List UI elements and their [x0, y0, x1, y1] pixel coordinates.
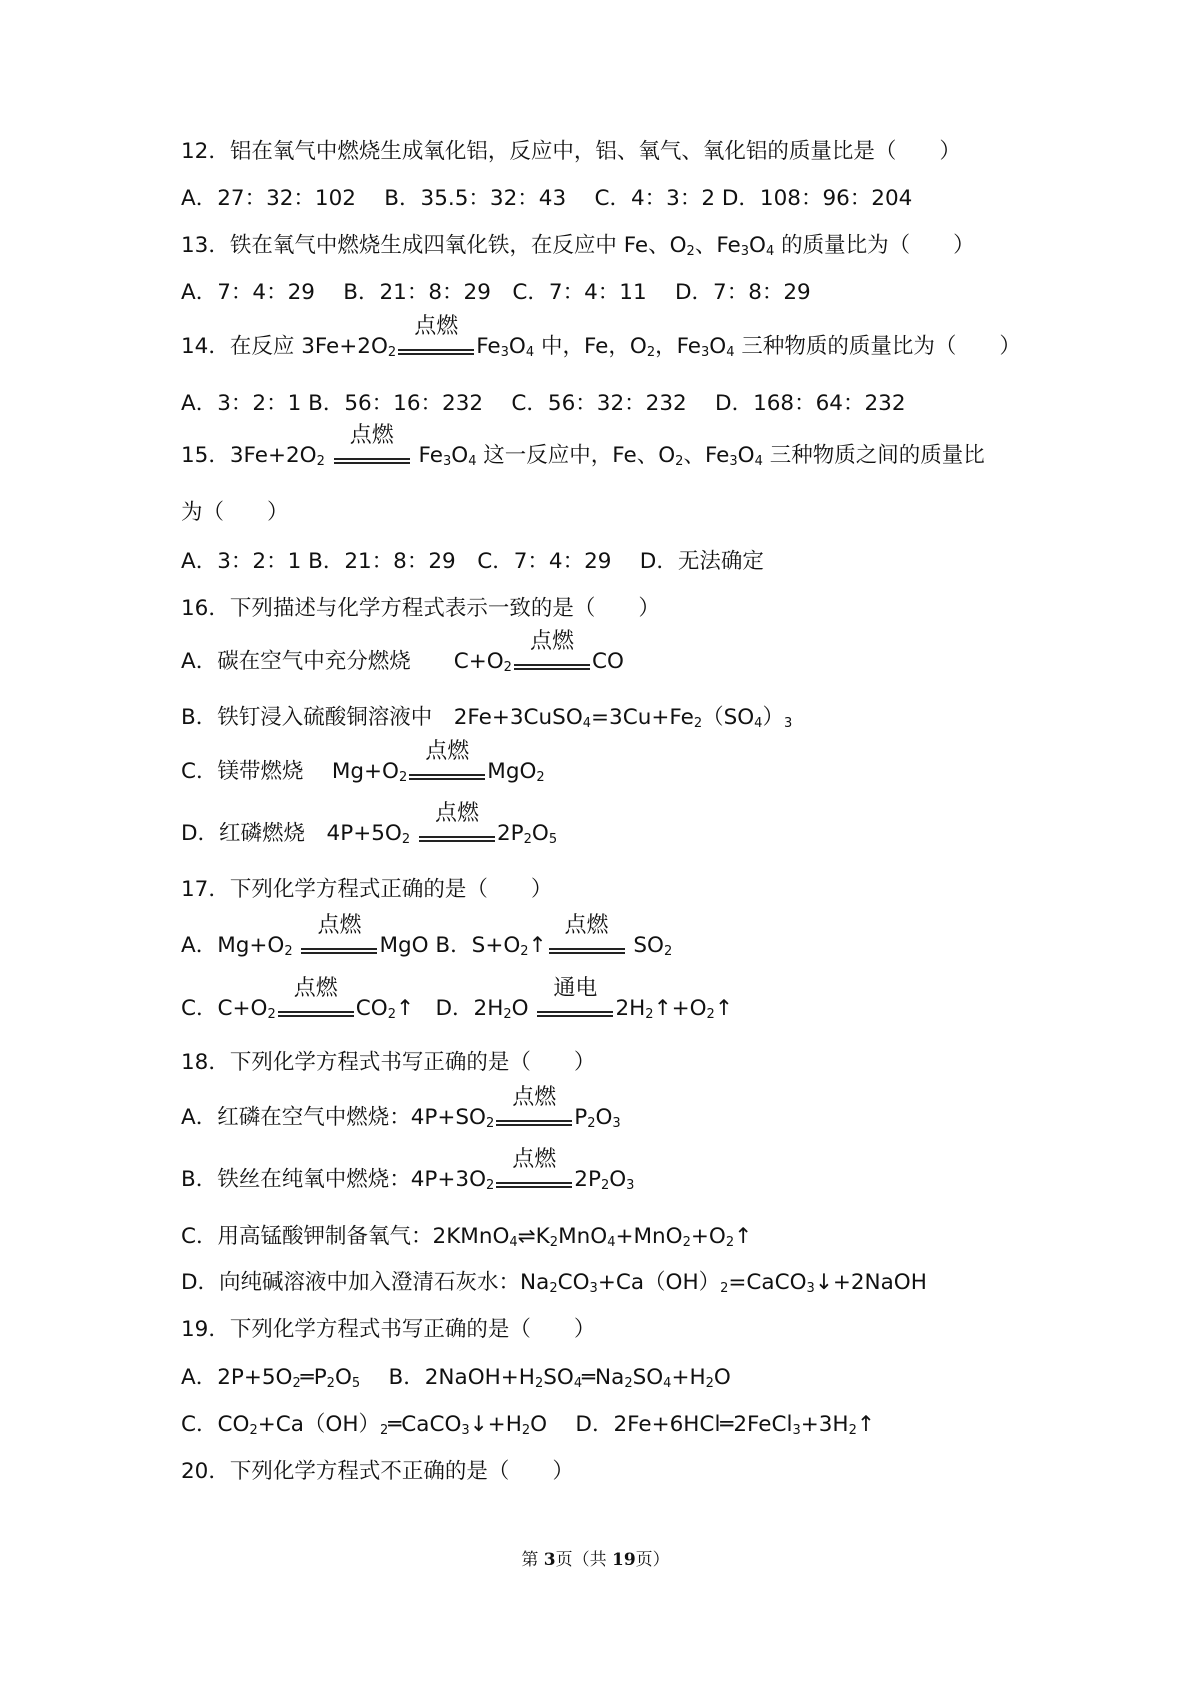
footer-page-number: 3	[543, 1550, 556, 1570]
text-run: O	[511, 996, 536, 1021]
subscript: 3	[626, 1178, 635, 1193]
text-run: 三种物质之间的质量比	[762, 443, 985, 468]
text-run: B．2NaOH+H	[360, 1365, 535, 1390]
text-run: CO	[557, 1270, 590, 1295]
subscript: 2	[675, 454, 684, 469]
text-run: O	[531, 821, 549, 846]
subscript: 2	[292, 1376, 301, 1391]
subscript: 2	[705, 1376, 714, 1391]
text-run: ，Fe	[655, 334, 702, 359]
text-run: 13．铁在氧气中燃烧生成四氧化铁，在反应中 Fe、O	[181, 233, 687, 258]
equals-rule-bottom	[334, 462, 410, 464]
subscript: 4	[468, 454, 477, 469]
text-run: ⇌K	[517, 1224, 550, 1249]
subscript: 3	[612, 1116, 621, 1131]
text-run: 18．下列化学方程式书写正确的是（ ）	[181, 1050, 596, 1075]
text-run: 20．下列化学方程式不正确的是（ ）	[181, 1459, 574, 1484]
subscript: 4	[726, 345, 735, 360]
text-run: Fe	[476, 334, 501, 359]
equals-rule-bottom	[278, 1015, 354, 1017]
text-line	[181, 1457, 574, 1487]
equals-rule-top	[301, 948, 377, 950]
subscript: 2	[646, 345, 656, 360]
text-run: 16．下列描述与化学方程式表示一致的是（ ）	[181, 596, 660, 621]
reaction-condition-arrow	[513, 629, 591, 677]
subscript: 3	[783, 716, 793, 731]
text-run: A．Mg+O	[181, 933, 285, 958]
footer-middle: 页（共	[555, 1550, 612, 1570]
text-line	[181, 629, 624, 677]
text-line	[181, 1410, 875, 1440]
subscript: 2	[284, 944, 293, 959]
text-line	[181, 184, 912, 214]
equals-rule-top	[537, 1011, 613, 1013]
equals-rule-bottom	[409, 778, 485, 780]
subscript: 2	[720, 1281, 729, 1296]
text-run: 这一反应中，Fe、O	[476, 443, 676, 468]
subscript: 3	[729, 454, 738, 469]
text-line	[181, 1363, 731, 1393]
text-run: 15．3Fe+2O	[181, 443, 317, 468]
text-run: 12．铝在氧气中燃烧生成氧化铝，反应中，铝、氧气、氧化铝的质量比是（ ）	[181, 139, 961, 164]
text-run: SO	[632, 1365, 664, 1390]
text-run: D．红磷燃烧 4P+5O	[181, 821, 402, 846]
text-run	[293, 933, 300, 958]
text-line	[181, 739, 545, 787]
text-run: O	[749, 233, 766, 258]
reaction-condition-label: 通电	[553, 976, 598, 1001]
subscript: 3	[740, 244, 750, 259]
equals-rule-top	[278, 1011, 354, 1013]
subscript: 2	[401, 832, 411, 847]
subscript: 2	[520, 944, 529, 959]
text-run: +MnO	[615, 1224, 683, 1249]
equals-rule-top	[409, 774, 485, 776]
text-line	[181, 976, 733, 1024]
subscript: 2	[693, 716, 703, 731]
text-run: 2P	[496, 821, 524, 846]
text-run: ↑	[734, 1224, 753, 1249]
equals-rule-bottom	[496, 1124, 572, 1126]
subscript: 2	[682, 1235, 691, 1250]
subscript: 2	[249, 1423, 258, 1438]
text-line	[181, 1315, 595, 1345]
text-line	[181, 1085, 621, 1133]
subscript: 4	[509, 1235, 518, 1250]
reaction-condition-label: 点燃	[349, 423, 394, 448]
text-line	[181, 703, 792, 733]
text-run: （SO	[702, 705, 755, 730]
text-run: 为（ ）	[181, 500, 289, 525]
text-run: SO	[626, 933, 664, 958]
text-run: D．向纯碱溶液中加入澄清石灰水：Na	[181, 1270, 550, 1295]
subscript: 2	[503, 660, 512, 675]
text-run: ═P	[300, 1365, 327, 1390]
subscript: 2	[380, 1423, 389, 1438]
equals-rule-bottom	[419, 840, 495, 842]
reaction-condition-arrow	[277, 976, 355, 1024]
text-run: ↑	[528, 933, 547, 958]
text-run: 17．下列化学方程式正确的是（ ）	[181, 877, 553, 902]
subscript: 4	[582, 716, 592, 731]
text-run: O	[595, 1105, 613, 1130]
text-line	[181, 875, 552, 905]
subscript: 2	[549, 1235, 559, 1250]
text-run: ═CaCO	[388, 1412, 462, 1437]
text-run: 2P	[574, 1167, 601, 1192]
text-run: =CaCO	[728, 1270, 807, 1295]
reaction-condition-label: 点燃	[434, 801, 479, 826]
reaction-condition-label: 点燃	[512, 1147, 557, 1172]
equals-rule-bottom	[496, 1186, 572, 1188]
reaction-condition-arrow	[418, 801, 496, 849]
text-run: 2H	[615, 996, 646, 1021]
reaction-condition-arrow	[333, 423, 411, 471]
reaction-condition-arrow	[495, 1147, 573, 1195]
text-run: ↑ D．2H	[395, 996, 504, 1021]
subscript: 3	[589, 1281, 598, 1296]
equals-rule-bottom	[514, 668, 590, 670]
text-run: A．2P+5O	[181, 1365, 293, 1390]
subscript: 2	[326, 1376, 335, 1391]
subscript: 2	[503, 1007, 512, 1022]
subscript: 2	[486, 1178, 495, 1193]
text-run: C．CO	[181, 1412, 250, 1437]
text-run: O	[713, 1365, 731, 1390]
text-run: O	[451, 443, 469, 468]
text-run: A．3：2：1 B．21：8：29 C．7：4：29 D．无法确定	[181, 549, 764, 574]
text-run: +H	[671, 1365, 706, 1390]
reaction-condition-arrow	[300, 913, 378, 961]
reaction-condition-label: 点燃	[425, 739, 470, 764]
subscript: 3	[701, 345, 710, 360]
subscript: 2	[387, 345, 397, 360]
subscript: 2	[848, 1423, 857, 1438]
subscript: 3	[806, 1281, 815, 1296]
reaction-condition-label: 点燃	[512, 1085, 557, 1110]
text-run: ↑+O	[653, 996, 707, 1021]
text-line	[181, 1222, 752, 1252]
text-run: 19．下列化学方程式书写正确的是（ ）	[181, 1317, 596, 1342]
equals-rule-top	[496, 1120, 572, 1122]
subscript: 4	[573, 1376, 583, 1391]
subscript: 4	[754, 716, 763, 731]
text-line	[181, 1268, 927, 1298]
text-run: P	[574, 1105, 588, 1130]
text-line	[181, 389, 906, 419]
text-run: ）	[762, 705, 784, 730]
text-run: C．C+O	[181, 996, 268, 1021]
equals-rule-bottom	[301, 952, 377, 954]
text-run: 三种物质的质量比为（ ）	[734, 334, 1021, 359]
reaction-condition-label: 点燃	[293, 976, 338, 1001]
text-run: C．用高锰酸钾制备氧气：2KMnO	[181, 1224, 510, 1249]
text-line	[181, 423, 985, 471]
subscript: 2	[663, 944, 673, 959]
reaction-condition-arrow	[536, 976, 614, 1024]
text-run: A．红磷在空气中燃烧：4P+SO	[181, 1105, 486, 1130]
subscript: 3	[442, 454, 452, 469]
text-line	[181, 314, 1021, 362]
subscript: 3	[792, 1423, 801, 1438]
subscript: 2	[267, 1007, 276, 1022]
footer-total-pages: 19	[611, 1550, 636, 1570]
reaction-condition-label: 点燃	[564, 913, 609, 938]
subscript: 4	[765, 244, 775, 259]
text-run	[325, 443, 332, 468]
text-run: 、Fe	[694, 233, 741, 258]
text-run: MgO B．S+O	[379, 933, 521, 958]
reaction-condition-label: 点燃	[414, 314, 459, 339]
reaction-condition-arrow	[495, 1085, 573, 1133]
subscript: 4	[607, 1235, 616, 1250]
text-line	[181, 278, 811, 308]
text-run: 14．在反应 3Fe+2O	[181, 334, 388, 359]
footer-prefix: 第	[521, 1550, 544, 1570]
text-line	[181, 1147, 635, 1195]
text-run: 的质量比为（ ）	[774, 233, 975, 258]
text-run: =3Cu+Fe	[591, 705, 694, 730]
text-run: Fe	[411, 443, 443, 468]
text-line	[181, 594, 660, 624]
text-run: O	[737, 443, 755, 468]
subscript: 2	[645, 1007, 654, 1022]
text-run: 中，Fe，O	[534, 334, 647, 359]
reaction-condition-label: 点燃	[317, 913, 362, 938]
text-run: O	[609, 1167, 627, 1192]
text-line	[181, 231, 975, 261]
subscript: 2	[523, 832, 532, 847]
text-line	[181, 1048, 595, 1078]
subscript: 2	[316, 454, 325, 469]
text-line	[181, 801, 558, 849]
text-run: A．27：32：102 B．35.5：32：43 C．4：3：2 D．108：96：204	[181, 186, 913, 211]
page-footer	[0, 1545, 1191, 1570]
text-run: ↑	[714, 996, 733, 1021]
text-run: O	[334, 1365, 352, 1390]
equals-rule-bottom	[398, 353, 474, 355]
text-run: ↑	[856, 1412, 875, 1437]
text-line	[181, 547, 764, 577]
text-run: 、Fe	[683, 443, 730, 468]
subscript: 2	[398, 770, 408, 785]
text-run: O	[508, 334, 526, 359]
text-run: CO	[355, 996, 388, 1021]
subscript: 5	[351, 1376, 361, 1391]
subscript: 2	[600, 1178, 610, 1193]
text-run: MgO	[487, 759, 537, 784]
equals-rule-top	[549, 948, 625, 950]
text-run: O	[709, 334, 727, 359]
text-run: +Ca（OH）	[257, 1412, 381, 1437]
text-run: SO	[543, 1365, 574, 1390]
text-run	[410, 821, 417, 846]
subscript: 4	[525, 345, 535, 360]
reaction-condition-arrow	[548, 913, 626, 961]
footer-suffix: 页）	[635, 1550, 670, 1570]
text-run: O D．2Fe+6HCl═2FeCl	[530, 1412, 793, 1437]
text-run: CO	[591, 649, 624, 674]
equals-rule-bottom	[549, 952, 625, 954]
equals-rule-top	[334, 458, 410, 460]
text-run: B．铁钉浸入硫酸铜溶液中 2Fe+3CuSO	[181, 705, 583, 730]
text-run: A．碳在空气中充分燃烧 C+O	[181, 649, 504, 674]
subscript: 2	[387, 1007, 396, 1022]
equals-rule-top	[398, 349, 474, 351]
reaction-condition-arrow	[408, 739, 486, 787]
subscript: 2	[549, 1281, 558, 1296]
text-run: C．镁带燃烧 Mg+O	[181, 759, 399, 784]
text-run: A．7：4：29 B．21：8：29 C．7：4：11 D．7：8：29	[181, 280, 811, 305]
subscript: 2	[725, 1235, 735, 1250]
subscript: 2	[485, 1116, 495, 1131]
text-run: +Ca（OH）	[597, 1270, 721, 1295]
subscript: 2	[706, 1007, 715, 1022]
text-run: ↓+H	[469, 1412, 522, 1437]
equals-rule-top	[514, 664, 590, 666]
subscript: 4	[663, 1376, 672, 1391]
subscript: 4	[754, 454, 763, 469]
text-run: B．铁丝在纯氧中燃烧：4P+3O	[181, 1167, 487, 1192]
text-run: A．3：2：1 B．56：16：232 C．56：32：232 D．168：64：232	[181, 391, 906, 416]
text-run: ↓+2NaOH	[814, 1270, 927, 1295]
subscript: 2	[624, 1376, 633, 1391]
text-run: +O	[690, 1224, 726, 1249]
text-run: MnO	[558, 1224, 608, 1249]
reaction-condition-arrow	[397, 314, 475, 362]
subscript: 2	[521, 1423, 531, 1438]
equals-rule-top	[496, 1182, 572, 1184]
text-line	[181, 137, 961, 167]
subscript: 2	[536, 770, 545, 785]
subscript: 3	[461, 1423, 470, 1438]
subscript: 2	[686, 244, 695, 259]
equals-rule-bottom	[537, 1015, 613, 1017]
text-line	[181, 913, 673, 961]
text-line	[181, 498, 289, 528]
subscript: 5	[548, 832, 558, 847]
text-run: ═Na	[582, 1365, 625, 1390]
subscript: 2	[534, 1376, 544, 1391]
subscript: 3	[500, 345, 509, 360]
reaction-condition-label: 点燃	[529, 629, 574, 654]
subscript: 2	[587, 1116, 596, 1131]
equals-rule-top	[419, 836, 495, 838]
text-run: +3H	[800, 1412, 849, 1437]
